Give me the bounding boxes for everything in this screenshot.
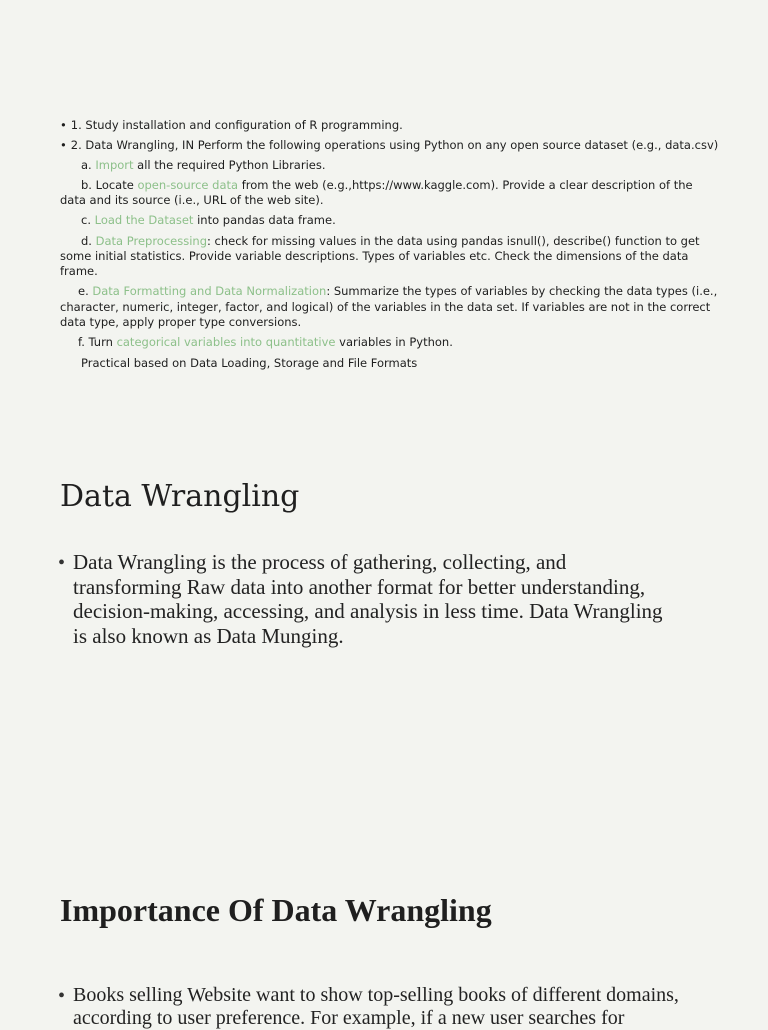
- list-item-1: • 1. Study installation and configuration of R programming.: [60, 118, 403, 132]
- sub-item-f: f. Turn categorical variables into quantitative variables in Python.: [78, 335, 453, 349]
- sub-item-c: c. Load the Dataset into pandas data frame.: [81, 213, 336, 227]
- importance-title: Importance Of Data Wrangling: [60, 892, 492, 928]
- sub-item-a: a. Import all the required Python Libraries.: [81, 158, 326, 172]
- paragraph-line: according to user preference. For example, if a new user searches for: [73, 1007, 625, 1029]
- paragraph-line: is also known as Data Munging.: [73, 623, 344, 648]
- paragraph-line: Data Wrangling is the process of gathering, collecting, and: [73, 550, 567, 574]
- sub-item-d-cont1: some initial statistics. Provide variable descriptions. Types of variables etc. Check the dimensions of the data: [60, 249, 689, 263]
- bullet-icon: •: [58, 552, 66, 574]
- sub-item-b-cont: data and its source (i.e., URL of the web site).: [60, 193, 324, 207]
- paragraph-line: decision-making, accessing, and analysis in less time. Data Wrangling: [73, 599, 663, 623]
- data-wrangling-title: Data Wrangling: [60, 479, 300, 514]
- bullet-icon: •: [58, 985, 66, 1007]
- paragraph-line: transforming Raw data into another format for better understanding,: [73, 574, 646, 599]
- definition-paragraph: [73, 550, 663, 648]
- sub-item-e: e. Data Formatting and Data Normalization: Summarize the types of variables by checking the data types (i.e.,: [78, 284, 718, 298]
- list-item-2: • 2. Data Wrangling, IN Perform the following operations using Python on any open source dataset (e.g., data.csv): [60, 138, 719, 152]
- importance-paragraph: [73, 984, 679, 1030]
- instructions-slide: [0, 0, 768, 410]
- sub-item-d-cont2: frame.: [60, 264, 98, 278]
- practical-note: Practical based on Data Loading, Storage and File Formats: [81, 356, 418, 370]
- paragraph-line: Books selling Website want to show top-selling books of different domains,: [73, 984, 679, 1006]
- sub-item-e-cont1: character, numeric, integer, factor, and logical) of the variables in the data set. If variables are not in the correct: [60, 300, 711, 314]
- sub-item-d: d. Data Preprocessing: check for missing values in the data using pandas isnull(), describe() function to get: [81, 234, 700, 248]
- sub-item-b: b. Locate open-source data from the web (e.g.,https://www.kaggle.com). Provide a clear description of the: [81, 178, 693, 192]
- sub-item-e-cont2: data type, apply proper type conversions.: [60, 315, 302, 329]
